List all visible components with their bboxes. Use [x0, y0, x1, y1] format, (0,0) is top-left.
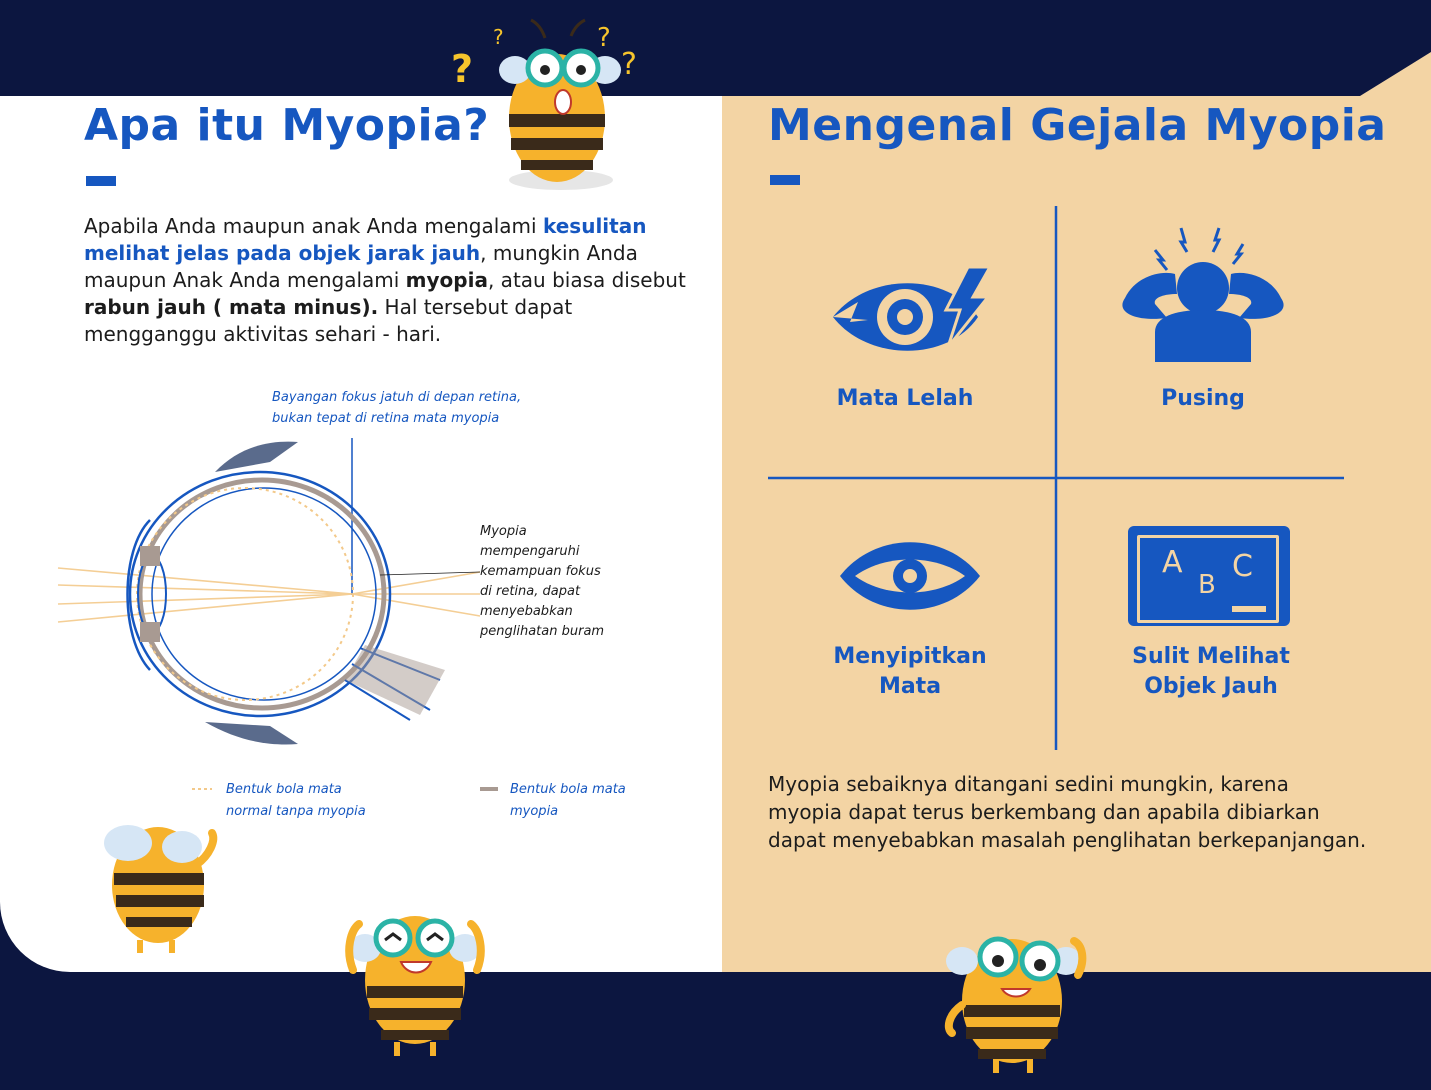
bee-mascot-confused: [445, 10, 645, 200]
legend-normal-label-2: normal tanpa myopia: [226, 804, 366, 819]
legend-myopia-label-1: Bentuk bola mata: [510, 782, 626, 797]
blackboard-icon: [1128, 526, 1290, 626]
headache-icon: [1115, 222, 1295, 362]
legend-normal-label-1: Bentuk bola mata: [226, 782, 342, 797]
board-letter-c: C: [1232, 549, 1253, 584]
myopia-note: Myopia mempengaruhi kemampuan fokus di retina, dapat menyebabkan penglihatan buram: [480, 524, 605, 639]
squint-eye-icon: [835, 536, 985, 616]
eye-cross-section-diagram: [0, 380, 722, 780]
title-dash-left: [86, 176, 116, 186]
page-title-left: Apa itu Myopia?: [84, 100, 490, 151]
board-letter-a: A: [1162, 545, 1183, 580]
legend-myopia-label-2: myopia: [510, 804, 559, 819]
advice-paragraph: Myopia sebaiknya ditangani sedini mungkin, karena myopia dapat terus berkembang dan apabila dibiarkan dapat menyebabkan masalah penglihatan berkepanjangan.: [768, 772, 1367, 852]
bee-mascot-pointing: [100, 795, 230, 955]
question-mark: ?: [451, 47, 474, 91]
question-mark: ?: [493, 25, 504, 49]
focus-caption-line-1: Bayangan fokus jatuh di depan retina,: [272, 390, 522, 405]
intro-paragraph: Apabila Anda maupun anak Anda mengalami kesulitan melihat jelas pada objek jarak jauh, mungkin Anda maupun Anak Anda mengalami myopia, atau biasa disebut rabun jauh ( mata minus). Hal tersebut dapat mengganggu aktivitas sehari - hari.: [84, 214, 686, 346]
bee-mascot-surprised: [940, 905, 1090, 1075]
board-letter-b: B: [1198, 570, 1216, 600]
symptom-label-mata-lelah: Mata Lelah: [836, 386, 974, 411]
question-mark: ?: [597, 23, 611, 53]
symptom-label-pusing: Pusing: [1161, 386, 1245, 411]
bee-mascot-happy: [345, 890, 485, 1060]
title-dash-right: [770, 175, 800, 185]
page-title-right: Mengenal Gejala Myopia: [768, 100, 1387, 151]
tired-eye-icon: [828, 262, 998, 372]
question-mark: ?: [621, 47, 637, 82]
focus-caption-line-2: bukan tepat di retina mata myopia: [272, 411, 500, 426]
